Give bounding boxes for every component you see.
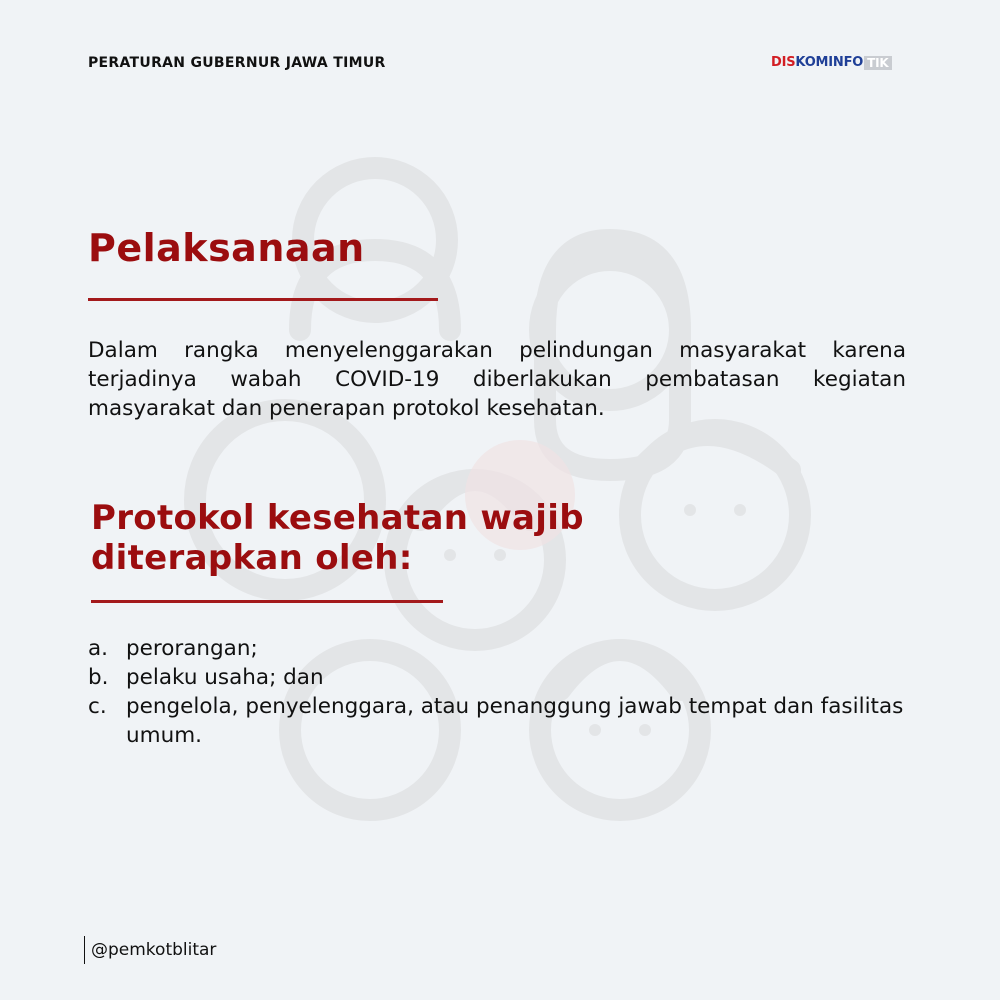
list-item <box>88 692 918 750</box>
protocol-list <box>88 634 918 750</box>
list-item-text: pelaku usaha; dan <box>126 665 324 690</box>
list-item-text: perorangan; <box>126 636 258 661</box>
list-item <box>88 663 918 692</box>
logo-part-kominfo: KOMINFO <box>795 55 864 70</box>
list-marker: c. <box>88 694 107 719</box>
section-paragraph: Dalam rangka menyelenggarakan pelindungan masyarakat karena terjadinya wabah COVID-19 diberlakukan pembatasan kegiatan masyarakat dan penerapan protokol kesehatan. <box>88 338 906 421</box>
social-handle: @pemkotblitar <box>84 936 216 964</box>
heading-divider <box>91 600 443 603</box>
list-item-text: pengelola, penyelenggara, atau penanggung jawab tempat dan fasilitas umum. <box>126 694 904 748</box>
list-marker: a. <box>88 636 109 661</box>
list-marker: b. <box>88 665 109 690</box>
section-heading-pelaksanaan: Pelaksanaan <box>88 226 365 270</box>
diskominfo-logo <box>771 55 892 70</box>
regulation-header: PERATURAN GUBERNUR JAWA TIMUR <box>88 55 386 71</box>
section-heading-protokol: Protokol kesehatan wajib diterapkan oleh: <box>91 498 584 578</box>
list-item <box>88 634 918 663</box>
heading-divider <box>88 298 438 301</box>
logo-part-tik: TIK <box>864 56 891 70</box>
logo-part-dis: DIS <box>771 55 796 70</box>
